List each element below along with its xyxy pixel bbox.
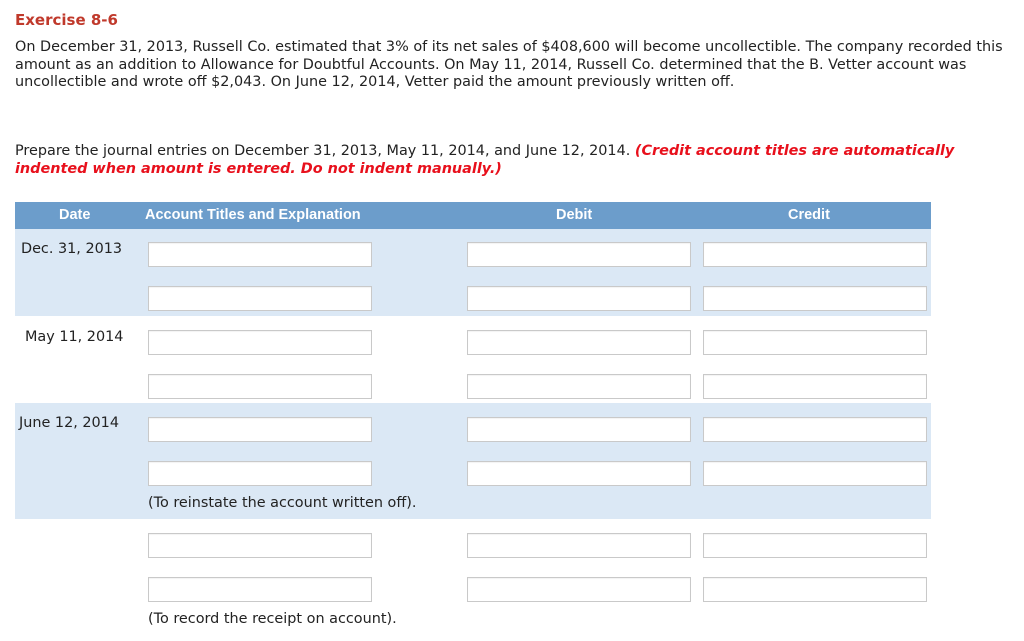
journal-entry-table: [15, 202, 931, 636]
credit-input[interactable]: [703, 242, 927, 267]
entry-june-12-2014-reinstate: [15, 403, 931, 519]
entry-explanation: (To reinstate the account written off).: [148, 495, 417, 511]
entry-date: May 11, 2014: [25, 329, 124, 345]
credit-input[interactable]: [703, 461, 927, 486]
entry-receipt-on-account: [15, 519, 931, 636]
debit-input[interactable]: [467, 577, 691, 602]
entry-explanation: (To record the receipt on account).: [148, 611, 397, 627]
debit-input[interactable]: [467, 286, 691, 311]
account-title-input[interactable]: [148, 417, 372, 442]
account-title-input[interactable]: [148, 461, 372, 486]
debit-input[interactable]: [467, 330, 691, 355]
header-account: Account Titles and Explanation: [145, 207, 361, 223]
header-debit: Debit: [556, 207, 593, 223]
account-title-input[interactable]: [148, 533, 372, 558]
debit-input[interactable]: [467, 417, 691, 442]
credit-input[interactable]: [703, 417, 927, 442]
account-title-input[interactable]: [148, 374, 372, 399]
entry-date: June 12, 2014: [19, 415, 119, 431]
account-title-input[interactable]: [148, 242, 372, 267]
instruction-note: (Credit account titles are automatically indented when amount is entered. Do not indent manually.): [15, 143, 955, 177]
exercise-instruction: [15, 142, 1019, 178]
exercise-title: Exercise 8-6: [15, 11, 118, 29]
account-title-input[interactable]: [148, 577, 372, 602]
entry-may-11-2014: [15, 316, 931, 403]
debit-input[interactable]: [467, 533, 691, 558]
credit-input[interactable]: [703, 577, 927, 602]
account-title-input[interactable]: [148, 330, 372, 355]
credit-input[interactable]: [703, 374, 927, 399]
debit-input[interactable]: [467, 461, 691, 486]
account-title-input[interactable]: [148, 286, 372, 311]
credit-input[interactable]: [703, 286, 927, 311]
header-date: Date: [59, 207, 91, 223]
debit-input[interactable]: [467, 374, 691, 399]
debit-input[interactable]: [467, 242, 691, 267]
entry-dec-31-2013: [15, 229, 931, 316]
credit-input[interactable]: [703, 330, 927, 355]
credit-input[interactable]: [703, 533, 927, 558]
header-credit: Credit: [788, 207, 830, 223]
instruction-text: Prepare the journal entries on December 31, 2013, May 11, 2014, and June 12, 2014.: [15, 143, 631, 159]
exercise-paragraph: On December 31, 2013, Russell Co. estimated that 3% of its net sales of $408,600 will become uncollectible. The company recorded this amount as an addition to Allowance for Doubtful Accounts. On May 11, 2014, Russell Co. determined that the B. Vetter account was uncollectible and wrote off $2,043. On June 12, 2014, Vetter paid the amount previously written off.: [15, 39, 1003, 90]
table-header: [15, 202, 931, 229]
entry-date: Dec. 31, 2013: [21, 241, 123, 257]
